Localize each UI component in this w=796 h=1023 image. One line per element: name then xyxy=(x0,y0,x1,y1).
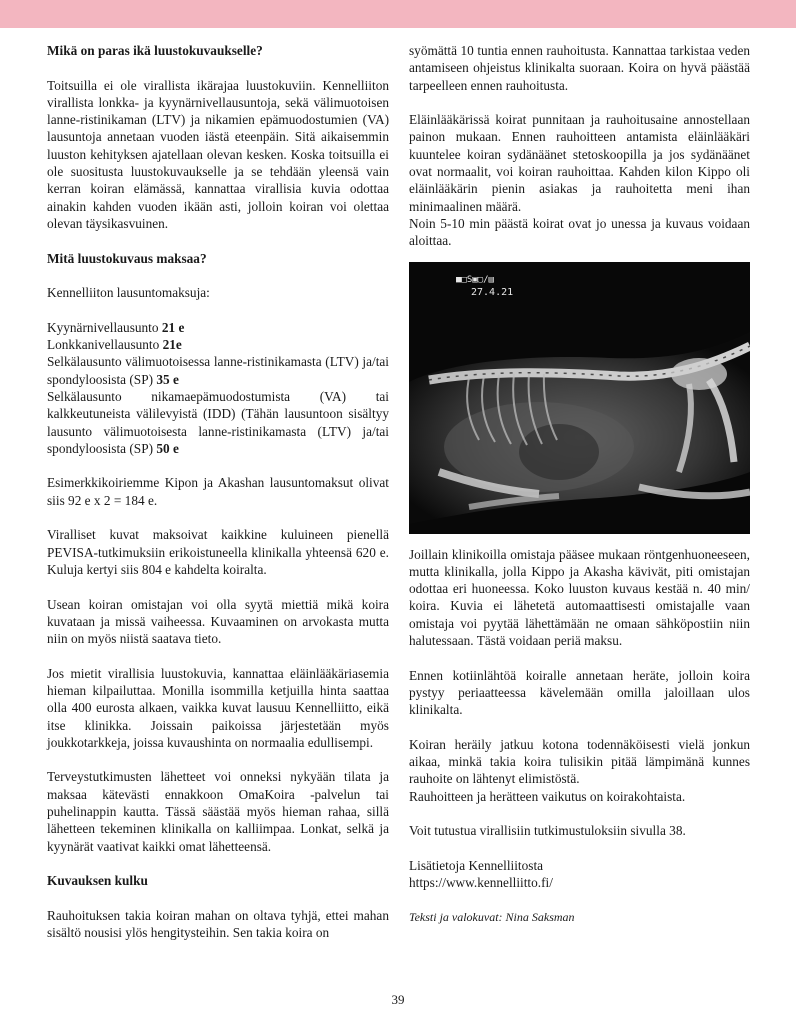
paragraph-weigh: Eläinlääkärissä koirat punnitaan ja rauhoitusaine annostellaan painon mukaan. Ennen rauhoitteen antamista eläinlääkäri kuuntelee koiran sydänäänet stetoskoopilla ja jos sydänäänet ovat normaalit, voi koiran rauhoittaa. Kahden kilon Kippo oli eläinlääkärin pienin asiakas ja rauhoitetta meni ihan minimaalinen määrä. xyxy=(409,112,750,214)
fee-item-hip: Lonkkanivellausunto 21e xyxy=(47,337,182,353)
paragraph-effect: Rauhoitteen ja herätteen vaikutus on koirakohtaista. xyxy=(409,788,686,804)
paragraph-fasting-cont: syömättä 10 tuntia ennen rauhoitusta. Kannattaa tarkistaa veden antamiseen ohjeistus klinikalta suoraan. Koira on hyvä päästää tarpeelleen ennen rauhoitusta. xyxy=(409,43,750,93)
paragraph-example: Esimerkkikoiriemme Kipon ja Akashan lausuntomaksut olivat siis 92 e x 2 = 184 e. xyxy=(47,475,389,508)
fee-item-va: Selkälausunto nikamaepämuodostumista (VA) tai kalkkeutuneista välilevyistä (IDD) (Tähän lausuntoon sisältyy lausunto välimuotoisesta lanne-ristinikamasta (LTV) ja/tai spondyloosista (SP) 50 e xyxy=(47,388,389,456)
header-band xyxy=(0,0,796,28)
fee-item-elbow: Kyynärnivellausunto 21 e xyxy=(47,319,185,335)
paragraph-official: Viralliset kuvat maksoivat kaikkine kuluineen pienellä PEVISA-tutkimuksiin erikoistuneella klinikalla yhteensä 620 e. Kuluja kertyi siis 804 e kahdelta koiralta. xyxy=(47,527,389,577)
fee-amount: 35 e xyxy=(156,371,179,387)
paragraph-fasting: Rauhoituksen takia koiran mahan on oltava tyhjä, ettei mahan sisältö nousisi ylös hengitysteihin. Sen takia koira on xyxy=(47,907,389,941)
xray-image xyxy=(409,262,750,534)
xray-date: 27.4.21 xyxy=(471,286,514,298)
fee-amount: 21 e xyxy=(161,319,185,335)
fee-item-ltv: Selkälausunto välimuotoisessa lanne-ristinikamasta (LTV) ja/tai spondyloosista (SP) 35 e xyxy=(47,354,389,387)
paragraph-results: Voit tutustua virallisiin tutkimustuloksiin sivulla 38. xyxy=(409,823,686,839)
left-column xyxy=(47,42,389,941)
paragraph-home: Koiran heräily jatkuu kotona todennäköisesti vielä jonkun aikaa, minkä takia koira tulisikin pitää lämpimänä kunnes rauhoite on lähtenyt elimistöstä. xyxy=(409,736,750,787)
paragraph-wake: Ennen kotiinlähtöä koiralle annetaan heräte, jolloin koira pystyy periaatteessa kävelemään omilla jaloillaan ulos klinikalta. xyxy=(409,667,750,718)
fees-intro: Kennelliiton lausuntomaksuja: xyxy=(47,285,210,301)
info-label: Lisätietoja Kennelliitosta xyxy=(409,857,544,873)
page-number: 39 xyxy=(391,992,405,1007)
paragraph-age: Toitsuilla ei ole virallista ikärajaa luustokuviin. Kennelliiton virallista lonkka- ja kyynärnivellausuntoja, sekä välimuotoisen lanne-ristinikaman (LTV) ja nikamien epämuodostumien (VA) lausuntoja annetaan vuoden iästä eteenpäin. Sitä aikaisemmin luuston kehityksen ajatellaan olevan kesken. Koska toitsuilla ei ole suositusta luustokuvaukselle ja se tehdään yleensä vain kerran koiran elämässä, kannattaa virallisia kuvia odottaa ainakin kahden vuoden ikään asti, jolloin koiran voi olettaa olevan täysikasvuinen. xyxy=(47,77,389,231)
fee-list xyxy=(47,319,389,457)
paragraph-sleep: Noin 5-10 min päästä koirat ovat jo unessa ja kuvaus voidaan aloittaa. xyxy=(409,215,750,249)
fee-amount: 50 e xyxy=(156,440,179,456)
right-column xyxy=(409,42,750,926)
xray-tag: ■□S▣▢/▤ xyxy=(456,274,494,285)
info-url-link[interactable]: https://www.kennelliitto.fi/ xyxy=(409,875,553,891)
heading-best-age: Mikä on paras ikä luustokuvaukselle? xyxy=(47,43,263,58)
paragraph-compare: Jos mietit virallisia luustokuvia, kannattaa eläinlääkäriasemia hieman kilpailuttaa. Monilla isommilla ketjuilla hinta saattaa olla 400 eurosta alkaen, vaikka kuvat lausuu Kennelliitto, eikä itse klinikka. Joissain paikoissa järjestetään myös joukkotarkkeja, joissa kuvaushinta on normaalia edullisempi. xyxy=(47,665,389,750)
photo-credit: Teksti ja valokuvat: Nina Saksman xyxy=(409,909,575,924)
fee-amount: 21e xyxy=(162,337,182,353)
paragraph-reason: Usean koiran omistajan voi olla syytä miettiä mikä koira kuvataan ja missä vaiheessa. Kuvaaminen on arvokasta mutta niin on myös niistä saatava tieto. xyxy=(47,596,389,647)
paragraph-owner: Joillain klinikoilla omistaja pääsee mukaan röntgenhuoneeseen, mutta klinikalla, jolla Kippo ja Akasha kävivät, piti omistajan odottaa eri huoneessa. Koko luuston kuvaus kestää n. 40 min/ koira. Kuvia ei lähetetä automaattisesti omistajalle vaan omistaja voi pyytää lähettämään ne omaan sähköpostiin niin halutessaan. Tästä voidaan periä maksu. xyxy=(409,546,750,649)
heading-cost: Mitä luustokuvaus maksaa? xyxy=(47,250,207,266)
heading-process: Kuvauksen kulku xyxy=(47,873,148,889)
paragraph-referral: Terveystutkimusten lähetteet voi onneksi nykyään tilata ja maksaa kätevästi ennakkoon OmaKoira -palvelun tai puhelinappin kautta. Tässä säästää myös hieman rahaa, sillä lähetteen tekeminen klinikalla on kalliimpaa. Lonkat, selkä ja kyynärät vaativat kaikki omat lähetteensä. xyxy=(47,769,389,854)
